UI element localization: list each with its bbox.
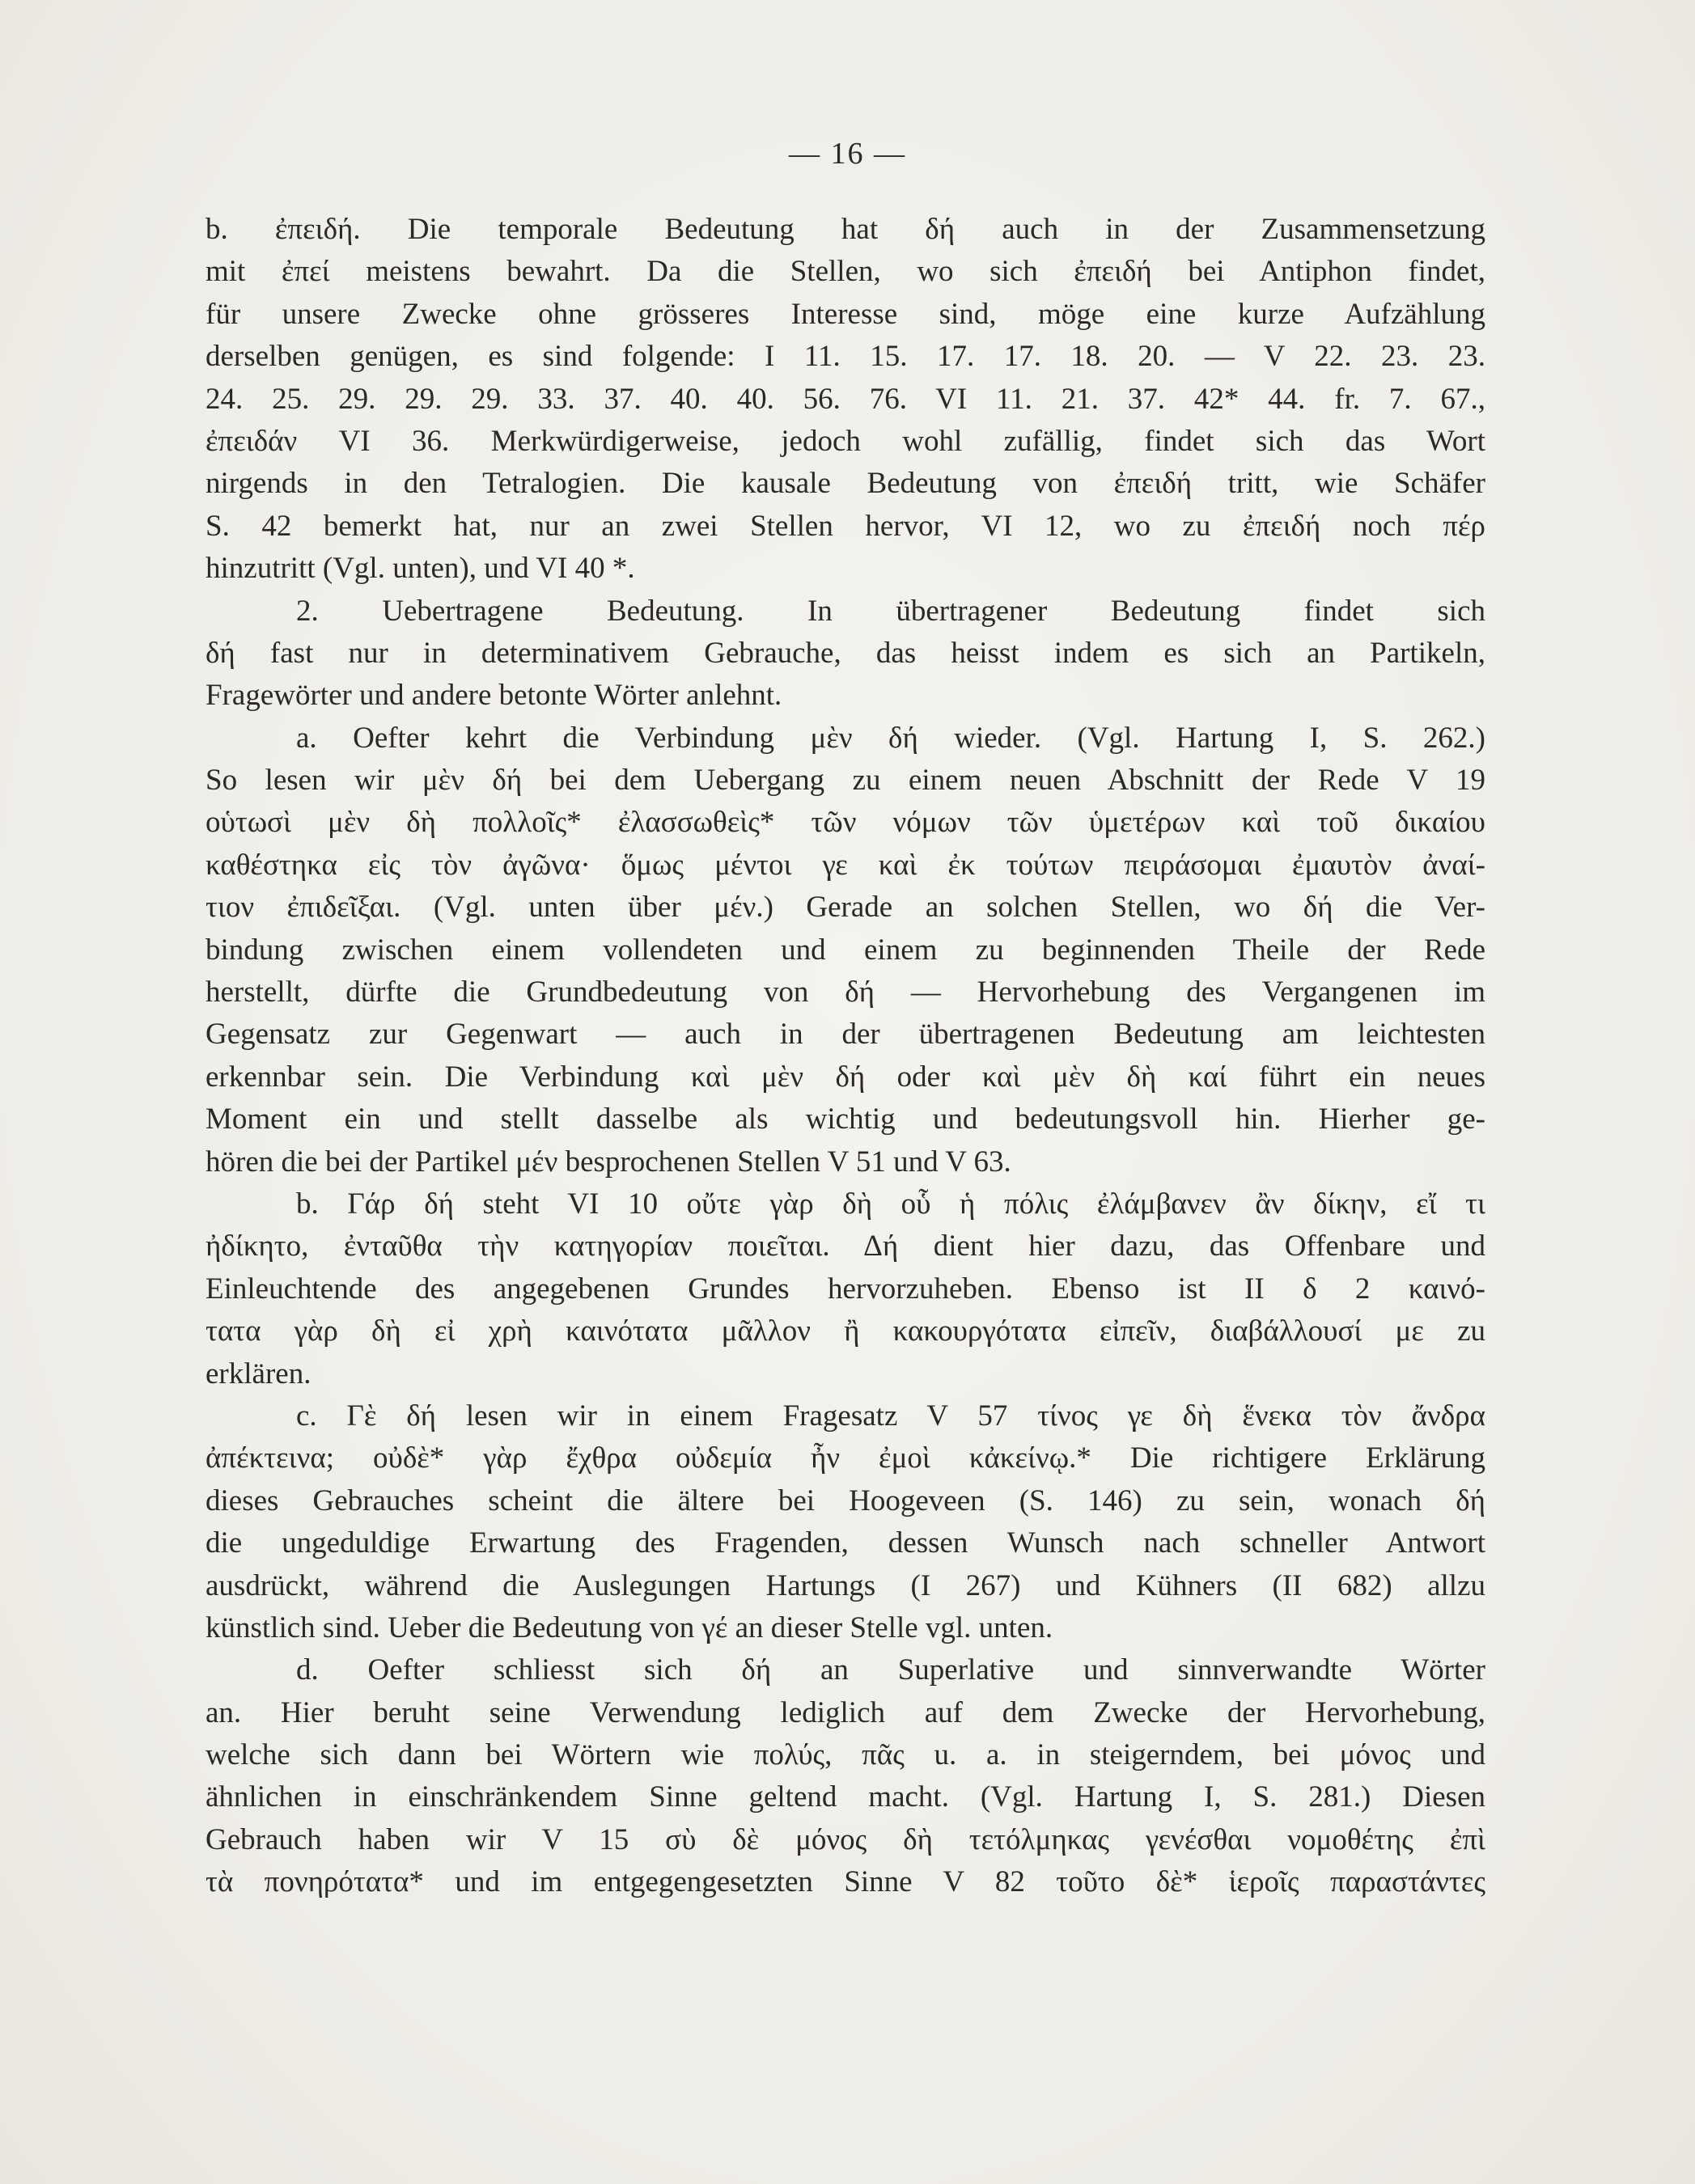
text-line: ἐπειδάν VI 36. Merkwürdigerweise, jedoch wohl zufällig, findet sich das Wort xyxy=(206,424,1485,458)
text-line: Moment ein und stellt dasselbe als wichtig und bedeutungsvoll hin. Hierher ge- xyxy=(206,1103,1485,1136)
text-line: die ungeduldige Erwartung des Fragenden, dessen Wunsch nach schneller Antwort xyxy=(206,1526,1485,1560)
text-line: an. Hier beruht seine Verwendung lediglich auf dem Zwecke der Hervorhebung, xyxy=(206,1695,1485,1729)
text-line: Gebrauch haben wir V 15 σὺ δὲ μόνος δὴ τετόλμηκας γενέσθαι νομοθέτης ἐπὶ xyxy=(206,1822,1485,1856)
text-line: Fragewörter und andere betonte Wörter anlehnt. xyxy=(206,679,782,713)
text-line: d. Oefter schliesst sich δή an Superlative und sinnverwandte Wörter xyxy=(296,1653,1485,1687)
text-line: 24. 25. 29. 29. 29. 33. 37. 40. 40. 56. 76. VI 11. 21. 37. 42* 44. fr. 7. 67., xyxy=(206,382,1485,416)
text-line: hinzutritt (Vgl. unten), und VI 40 *. xyxy=(206,552,635,586)
page-number: — 16 — xyxy=(789,137,906,171)
text-line: c. Γὲ δή lesen wir in einem Fragesatz V 57 τίνος γε δὴ ἕνεκα τὸν ἄνδρα xyxy=(296,1399,1485,1433)
text-line: mit ἐπεί meistens bewahrt. Da die Stellen, wo sich ἐπειδή bei Antiphon findet, xyxy=(206,255,1485,289)
text-line: künstlich sind. Ueber die Bedeutung von γέ an dieser Stelle vgl. unten. xyxy=(206,1610,1053,1644)
text-line: τιον ἐπιδεῖξαι. (Vgl. unten über μέν.) Gerade an solchen Stellen, wo δή die Ver- xyxy=(206,891,1485,925)
text-line: erklären. xyxy=(206,1357,311,1390)
text-line: τατα γὰρ δὴ εἰ χρὴ καινότατα μᾶλλον ἢ κακουργότατα εἰπεῖν, διαβάλλουσί με zu xyxy=(206,1314,1485,1348)
text-line: ἠδίκητο, ἐνταῦθα τὴν κατηγορίαν ποιεῖται. Δή dient hier dazu, das Offenbare und xyxy=(206,1230,1485,1263)
text-line: erkennbar sein. Die Verbindung καὶ μὲν δή oder καὶ μὲν δὴ καί führt ein neues xyxy=(206,1060,1485,1094)
text-line: δή fast nur in determinativem Gebrauche, das heisst indem es sich an Partikeln, xyxy=(206,636,1485,670)
body-text xyxy=(206,209,1485,1904)
text-line: b. ἐπειδή. Die temporale Bedeutung hat δή auch in der Zusammensetzung xyxy=(206,213,1485,246)
text-line: dieses Gebrauches scheint die ältere bei Hoogeveen (S. 146) zu sein, wonach δή xyxy=(206,1484,1485,1517)
text-line: S. 42 bemerkt hat, nur an zwei Stellen hervor, VI 12, wo zu ἐπειδή noch πέρ xyxy=(206,509,1485,543)
text-line: herstellt, dürfte die Grundbedeutung von δή — Hervorhebung des Vergangenen im xyxy=(206,976,1485,1009)
text-line: b. Γάρ δή steht VI 10 οὔτε γὰρ δὴ οὗ ἡ πόλις ἐλάμβανεν ἂν δίκην, εἴ τι xyxy=(296,1187,1485,1221)
text-line: für unsere Zwecke ohne grösseres Interesse sind, möge eine kurze Aufzählung xyxy=(206,297,1485,331)
text-line: derselben genügen, es sind folgende: I 11. 15. 17. 17. 18. 20. — V 22. 23. 23. xyxy=(206,340,1485,374)
text-line: a. Oefter kehrt die Verbindung μὲν δή wieder. (Vgl. Hartung I, S. 262.) xyxy=(296,721,1485,755)
text-line: Einleuchtende des angegebenen Grundes hervorzuheben. Ebenso ist II δ 2 καινό- xyxy=(206,1272,1485,1306)
text-line: ähnlichen in einschränkendem Sinne geltend macht. (Vgl. Hartung I, S. 281.) Diesen xyxy=(206,1780,1485,1814)
text-line: καθέστηκα εἰς τὸν ἀγῶνα· ὅμως μέντοι γε καὶ ἐκ τούτων πειράσομαι ἐμαυτὸν ἀναί- xyxy=(206,848,1485,882)
text-line: bindung zwischen einem vollendeten und einem zu beginnenden Theile der Rede xyxy=(206,933,1485,967)
text-line: So lesen wir μὲν δή bei dem Uebergang zu einem neuen Abschnitt der Rede V 19 xyxy=(206,764,1485,798)
text-line: ἀπέκτεινα; οὐδὲ* γὰρ ἔχθρα οὐδεμία ἦν ἐμοὶ κἀκείνῳ.* Die richtigere Erklärung xyxy=(206,1441,1485,1475)
text-line: Gegensatz zur Gegenwart — auch in der übertragenen Bedeutung am leichtesten xyxy=(206,1018,1485,1052)
text-line: οὑτωσὶ μὲν δὴ πολλοῖς* ἐλασσωθεὶς* τῶν νόμων τῶν ὑμετέρων καὶ τοῦ δικαίου xyxy=(206,806,1485,840)
text-line: welche sich dann bei Wörtern wie πολύς, πᾶς u. a. in steigerndem, bei μόνος und xyxy=(206,1738,1485,1772)
text-line: ausdrückt, während die Auslegungen Hartungs (I 267) und Kühners (II 682) allzu xyxy=(206,1568,1485,1602)
text-line: hören die bei der Partikel μέν besprochenen Stellen V 51 und V 63. xyxy=(206,1145,1011,1179)
text-line: nirgends in den Tetralogien. Die kausale Bedeutung von ἐπειδή tritt, wie Schäfer xyxy=(206,467,1485,501)
text-line: 2. Uebertragene Bedeutung. In übertragener Bedeutung findet sich xyxy=(296,594,1485,628)
text-line: τὰ πονηρότατα* und im entgegengesetzten Sinne V 82 τοῦτο δὲ* ἱεροῖς παραστάντες xyxy=(206,1865,1485,1899)
